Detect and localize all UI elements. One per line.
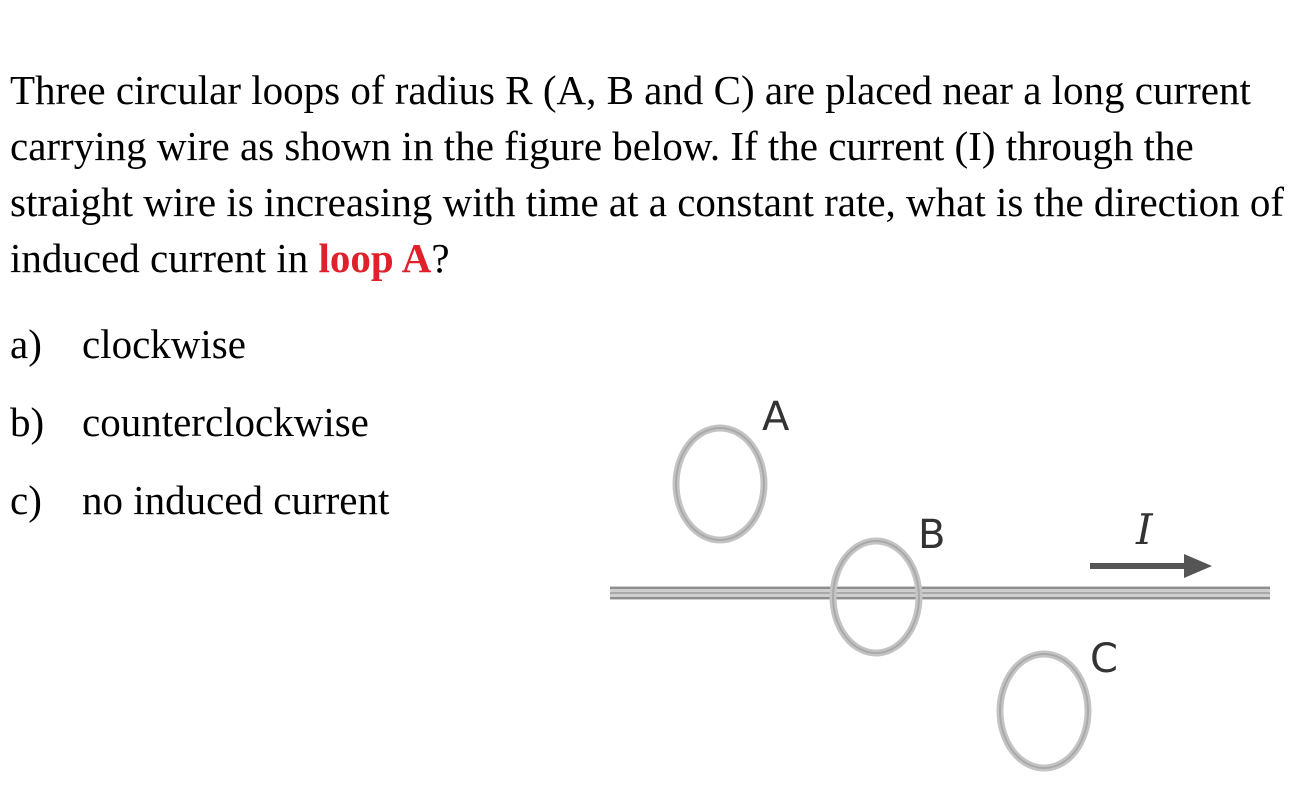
option-letter: c) [10, 477, 42, 523]
question-body: Three circular loops of radius R (A, B and C) are placed near a long current carrying wire as shown in the figure below. If the current (I) through the straight wire is increasing with time at a constant rate, what is the direction of induced current in [10, 67, 1285, 281]
loop-c [1000, 654, 1088, 768]
loop-a [676, 428, 764, 540]
label-c: C [1090, 636, 1118, 682]
question-highlight-loop-a: loop A [318, 235, 432, 281]
current-arrow-icon [1090, 554, 1212, 578]
label-a: A [762, 394, 790, 440]
option-letter: a) [10, 321, 42, 367]
option-text: no induced current [82, 477, 390, 523]
label-b: B [918, 512, 946, 558]
option-text: counterclockwise [82, 399, 369, 445]
label-current: I [1136, 505, 1153, 554]
option-letter: b) [10, 399, 45, 445]
option-text: clockwise [82, 321, 246, 367]
question-end: ? [431, 235, 450, 281]
current-wire [610, 586, 1270, 600]
